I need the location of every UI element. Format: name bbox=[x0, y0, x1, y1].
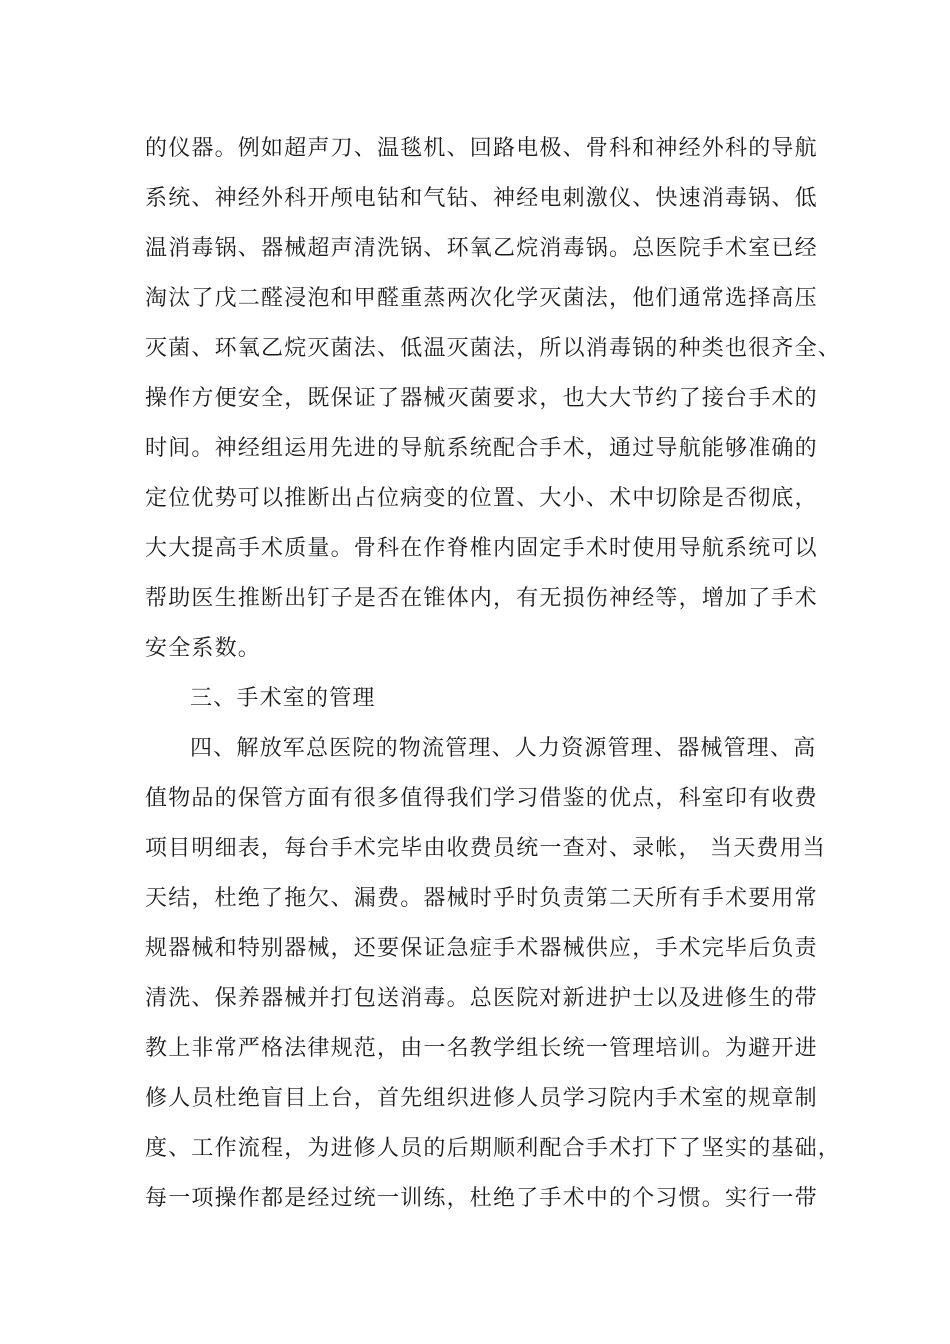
text-line: 度、工作流程，为进修人员的后期顺利配合手术打下了坚实的基础， bbox=[145, 1136, 842, 1161]
text-line: 四、解放军总医院的物流管理、人力资源管理、器械管理、高 bbox=[190, 736, 817, 761]
text-line: 安全系数。 bbox=[145, 636, 262, 661]
text-line: 定位优势可以推断出占位病变的位置、大小、术中切除是否彻底， bbox=[145, 486, 818, 511]
text-line: 大大提高手术质量。骨科在作脊椎内固定手术时使用导航系统可以 bbox=[145, 536, 818, 561]
text-line: 规器械和特别器械，还要保证急症手术器械供应，手术完毕后负责 bbox=[145, 936, 818, 961]
text-line: 的仪器。例如超声刀、温毯机、回路电极、骨科和神经外科的导航 bbox=[145, 136, 818, 161]
section-heading: 三、手术室的管理 bbox=[190, 686, 376, 711]
text-line: 天结，杜绝了拖欠、漏费。器械时乎时负责第二天所有手术要用常 bbox=[145, 886, 818, 911]
text-line: 时间。神经组运用先进的导航系统配合手术，通过导航能够准确的 bbox=[145, 436, 818, 461]
text-line: 淘汰了戊二醛浸泡和甲醛重蒸两次化学灭菌法，他们通常选择高压 bbox=[145, 286, 818, 311]
text-line: 清洗、保养器械并打包送消毒。总医院对新进护士以及进修生的带 bbox=[145, 986, 818, 1011]
text-line: 操作方便安全，既保证了器械灭菌要求，也大大节约了接台手术的 bbox=[145, 386, 818, 411]
text-line: 灭菌、环氧乙烷灭菌法、低温灭菌法，所以消毒锅的种类也很齐全、 bbox=[145, 336, 842, 361]
text-line: 温消毒锅、器械超声清洗锅、环氧乙烷消毒锅。总医院手术室已经 bbox=[145, 236, 818, 261]
text-line: 修人员杜绝盲目上台，首先组织进修人员学习院内手术室的规章制 bbox=[145, 1086, 818, 1111]
text-line: 值物品的保管方面有很多值得我们学习借鉴的优点，科室印有收费 bbox=[145, 786, 818, 811]
text-line: 系统、神经外科开颅电钻和气钻、神经电刺激仪、快速消毒锅、低 bbox=[145, 186, 818, 211]
text-line: 每一项操作都是经过统一训练，杜绝了手术中的个习惯。实行一带 bbox=[145, 1186, 818, 1211]
text-line: 教上非常严格法律规范，由一名教学组长统一管理培训。为避开进 bbox=[145, 1036, 818, 1061]
text-line: 项目明细表，每台手术完毕由收费员统一查对、录帐， 当天费用当 bbox=[145, 836, 826, 861]
text-line: 帮助医生推断出钉子是否在锥体内，有无损伤神经等，增加了手术 bbox=[145, 586, 818, 611]
